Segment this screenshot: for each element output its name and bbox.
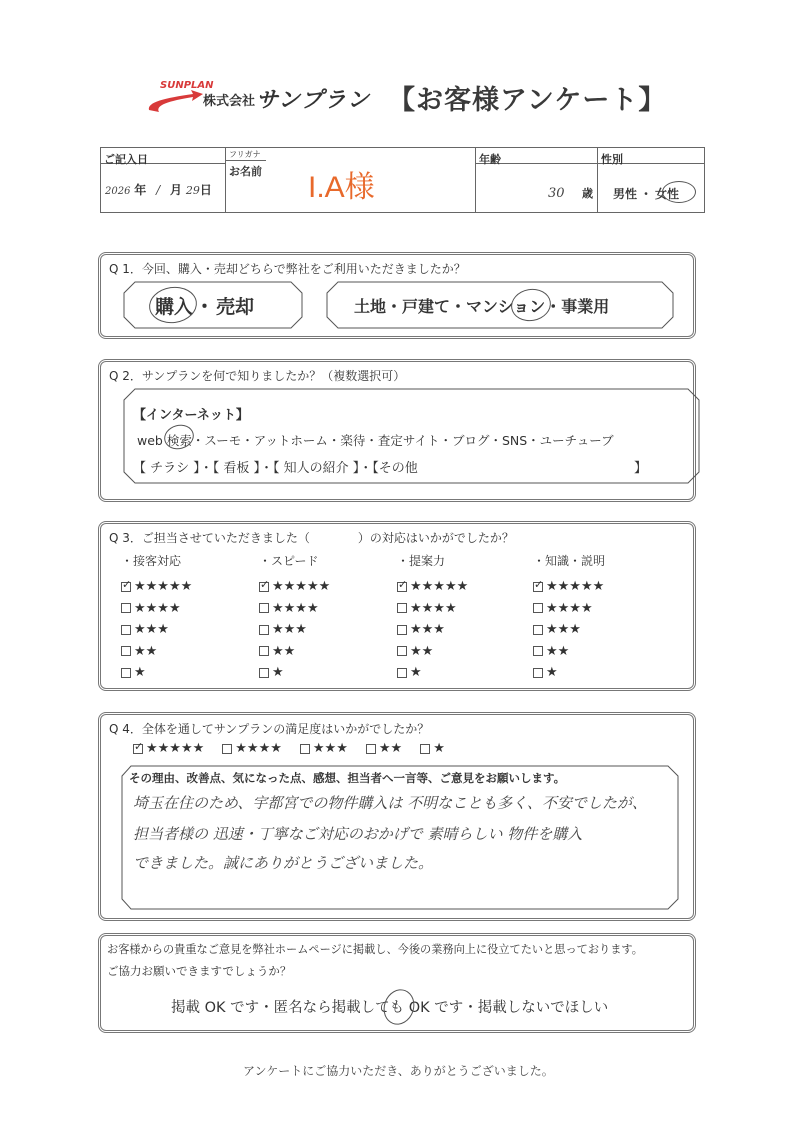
q1-option-property-type[interactable] — [326, 281, 674, 329]
q3-rating-option[interactable] — [259, 598, 330, 620]
rating-checkbox[interactable] — [121, 582, 131, 592]
q3-title-part1: Q 3．ご担当させていただきました（ — [109, 531, 310, 545]
q3-category-2 — [397, 552, 468, 684]
star-icons: ★★★ — [410, 622, 445, 638]
rating-checkbox[interactable] — [121, 646, 131, 656]
star-icons: ★ — [410, 665, 422, 681]
star-icons: ★★★★★ — [410, 579, 469, 595]
age-field[interactable] — [476, 164, 598, 212]
q4-box — [98, 712, 696, 921]
star-icons: ★★★★ — [546, 600, 593, 616]
age-value: 30 — [548, 186, 565, 201]
rating-checkbox[interactable] — [397, 582, 407, 592]
q3-rating-option[interactable] — [397, 598, 468, 620]
age-label-cell — [476, 148, 598, 164]
star-icons: ★★ — [272, 643, 296, 659]
gender-male[interactable]: 男性 — [613, 187, 638, 201]
rating-checkbox[interactable] — [121, 603, 131, 613]
q3-rating-option[interactable] — [533, 576, 605, 598]
q3-rating-option[interactable] — [259, 619, 330, 641]
company-name: サンプラン — [256, 88, 370, 113]
customer-info-table — [100, 147, 705, 213]
star-icons: ★★★★★ — [146, 741, 205, 756]
gender-selection-circle — [662, 181, 696, 203]
q2-other-close-bracket: 】 — [634, 461, 648, 476]
consent-line-1: お客様からの貴重なご意見を弊社ホームページに掲載し、今後の業務向上に役立てたいと思っております。 — [107, 943, 643, 956]
q1-box — [98, 252, 696, 339]
star-icons: ★★★★★ — [272, 579, 331, 595]
rating-checkbox[interactable] — [533, 646, 543, 656]
date-year: 2026 — [105, 186, 131, 197]
rating-checkbox[interactable] — [366, 744, 376, 754]
q1-option-sell[interactable]: 売却 — [216, 296, 255, 318]
month-unit: 月 — [170, 183, 183, 197]
q3-rating-option[interactable] — [259, 641, 330, 663]
q3-rating-option[interactable] — [259, 662, 330, 684]
q1-option-separator: ・ — [195, 296, 215, 318]
rating-checkbox[interactable] — [259, 625, 269, 635]
q2-other-options[interactable]: 【 チラシ 】・【 看板 】・【 知人の紹介 】・【その他 — [133, 461, 418, 476]
star-icons: ★★★★★ — [134, 579, 193, 595]
date-label-cell — [101, 148, 226, 164]
rating-checkbox[interactable] — [259, 668, 269, 678]
rating-checkbox[interactable] — [222, 744, 232, 754]
form-title: 【お客様アンケート】 — [388, 85, 667, 116]
star-icons: ★★ — [410, 643, 434, 659]
q3-category-label: ・提案力 — [397, 554, 446, 568]
rating-checkbox[interactable] — [397, 603, 407, 613]
rating-checkbox[interactable] — [259, 646, 269, 656]
q3-category-label: ・接客対応 — [121, 554, 182, 568]
q4-rating-option[interactable] — [300, 741, 348, 756]
q2-internet-heading: 【インターネット】 — [133, 408, 249, 423]
q4-comment-prompt: その理由、改善点、気になった点、感想、担当者へ一言等、ご意見をお願いします。 — [129, 771, 566, 785]
name-value: I.A様 — [308, 171, 375, 204]
q3-rating-option[interactable] — [397, 619, 468, 641]
rating-checkbox[interactable] — [397, 625, 407, 635]
rating-checkbox[interactable] — [133, 744, 143, 754]
star-icons: ★ — [272, 665, 284, 681]
q4-rating-option[interactable] — [420, 741, 445, 756]
q2-title: Q 2．サンプランを何で知りましたか？（複数選択可） — [109, 369, 406, 383]
rating-checkbox[interactable] — [397, 668, 407, 678]
rating-checkbox[interactable] — [121, 668, 131, 678]
q3-title — [109, 529, 514, 546]
rating-checkbox[interactable] — [300, 744, 310, 754]
year-unit: 年 — [134, 183, 147, 197]
star-icons: ★ — [134, 665, 146, 681]
furigana-divider — [226, 160, 266, 161]
day-unit: 日 — [199, 183, 212, 197]
star-icons: ★ — [546, 665, 558, 681]
q3-category-label: ・スピード — [259, 554, 319, 568]
q4-rating-option[interactable] — [133, 741, 204, 756]
q4-comment-line-1: 埼玉在住のため、宇都宮での物件購入は 不明なことも多く、不安でしたが、 — [133, 794, 647, 812]
q3-category-label: ・知識・説明 — [533, 554, 606, 568]
date-month: / — [156, 183, 161, 197]
gender-field[interactable] — [598, 164, 704, 212]
name-field[interactable] — [226, 148, 476, 212]
rating-checkbox[interactable] — [259, 603, 269, 613]
q3-rating-option[interactable] — [121, 662, 192, 684]
age-label: 年齢 — [479, 153, 501, 166]
rating-checkbox[interactable] — [259, 582, 269, 592]
q4-rating-option[interactable] — [222, 741, 282, 756]
q3-box — [98, 521, 696, 691]
gender-label-cell — [598, 148, 704, 164]
star-icons: ★★★ — [546, 622, 581, 638]
star-icons: ★★★★ — [134, 600, 181, 616]
q3-rating-option[interactable] — [121, 641, 192, 663]
rating-checkbox[interactable] — [121, 625, 131, 635]
star-icons: ★★★ — [134, 622, 169, 638]
q3-category-3 — [533, 552, 605, 684]
q3-title-part2: ）の対応はいかがでしたか？ — [357, 531, 514, 545]
date-label: ご記入日 — [104, 153, 148, 166]
consent-box — [98, 933, 696, 1033]
rating-checkbox[interactable] — [533, 625, 543, 635]
q4-comment-line-2: 担当者様の 迅速・丁寧なご対応のおかげで 素晴らしい 物件を購入 — [133, 825, 583, 843]
q2-internet-options[interactable]: web 検索・スーモ・アットホーム・楽待・査定サイト・ブログ・SNS・ユーチューブ — [137, 433, 614, 448]
q3-rating-option[interactable] — [533, 662, 605, 684]
gender-separator: ・ — [640, 187, 653, 201]
rating-checkbox[interactable] — [533, 668, 543, 678]
q3-rating-option[interactable] — [121, 598, 192, 620]
q2-box — [98, 359, 696, 502]
star-icons: ★★★★ — [410, 600, 457, 616]
footer-thanks: アンケートにご協力いただき、ありがとうございました。 — [243, 1064, 554, 1078]
star-icons: ★★★ — [272, 622, 307, 638]
q4-rating-option[interactable] — [366, 741, 402, 756]
star-icons: ★★ — [546, 643, 570, 659]
star-icons: ★★★★ — [272, 600, 319, 616]
q1-property-types[interactable]: 土地・戸建て・マンション・事業用 — [354, 297, 610, 316]
date-day: 29 — [185, 184, 200, 197]
consent-options[interactable]: 掲載 OK です・匿名なら掲載しても OK です・掲載しないでほしい — [171, 1000, 609, 1016]
star-icons: ★★★★ — [235, 741, 282, 756]
q3-rating-option[interactable] — [533, 598, 605, 620]
q3-category-0 — [121, 552, 192, 684]
rating-checkbox[interactable] — [533, 582, 543, 592]
furigana-label: フリガナ — [229, 150, 261, 159]
rating-checkbox[interactable] — [533, 603, 543, 613]
q3-rating-option[interactable] — [259, 576, 330, 598]
gender-label: 性別 — [601, 153, 623, 166]
q3-rating-option[interactable] — [533, 619, 605, 641]
q1-option-transaction[interactable] — [123, 281, 303, 329]
q1-title: Q 1．今回、購入・売却どちらで弊社をご利用いただきましたか？ — [109, 262, 466, 276]
star-icons: ★★ — [134, 643, 158, 659]
age-unit: 歳 — [582, 187, 593, 200]
q3-rating-option[interactable] — [121, 576, 192, 598]
q4-rating-options — [133, 741, 463, 756]
q3-rating-option[interactable] — [121, 619, 192, 641]
q3-rating-option[interactable] — [533, 641, 605, 663]
gender-female[interactable]: 女性 — [655, 187, 680, 201]
q4-comment-line-3: できました。誠にありがとうございました。 — [133, 854, 434, 872]
q3-category-1 — [259, 552, 330, 684]
star-icons: ★★★ — [312, 741, 348, 756]
q3-rating-option[interactable] — [397, 662, 468, 684]
consent-line-2: ご協力お願いできますでしょうか？ — [107, 964, 292, 978]
consent-selection-circle — [379, 985, 420, 1029]
date-field[interactable] — [101, 164, 226, 212]
q3-rating-option[interactable] — [397, 641, 468, 663]
rating-checkbox[interactable] — [397, 646, 407, 656]
q1-option-buy[interactable]: 購入 — [155, 296, 194, 318]
q4-title: Q 4．全体を通してサンプランの満足度はいかがでしたか？ — [109, 722, 430, 736]
q3-rating-option[interactable] — [397, 576, 468, 598]
company-prefix: 株式会社 — [203, 94, 256, 109]
star-icons: ★★ — [378, 741, 403, 756]
name-label: お名前 — [229, 165, 262, 178]
star-icons: ★ — [433, 741, 445, 756]
logo-text: SUNPLAN — [160, 80, 214, 91]
star-icons: ★★★★★ — [546, 579, 605, 595]
rating-checkbox[interactable] — [420, 744, 430, 754]
